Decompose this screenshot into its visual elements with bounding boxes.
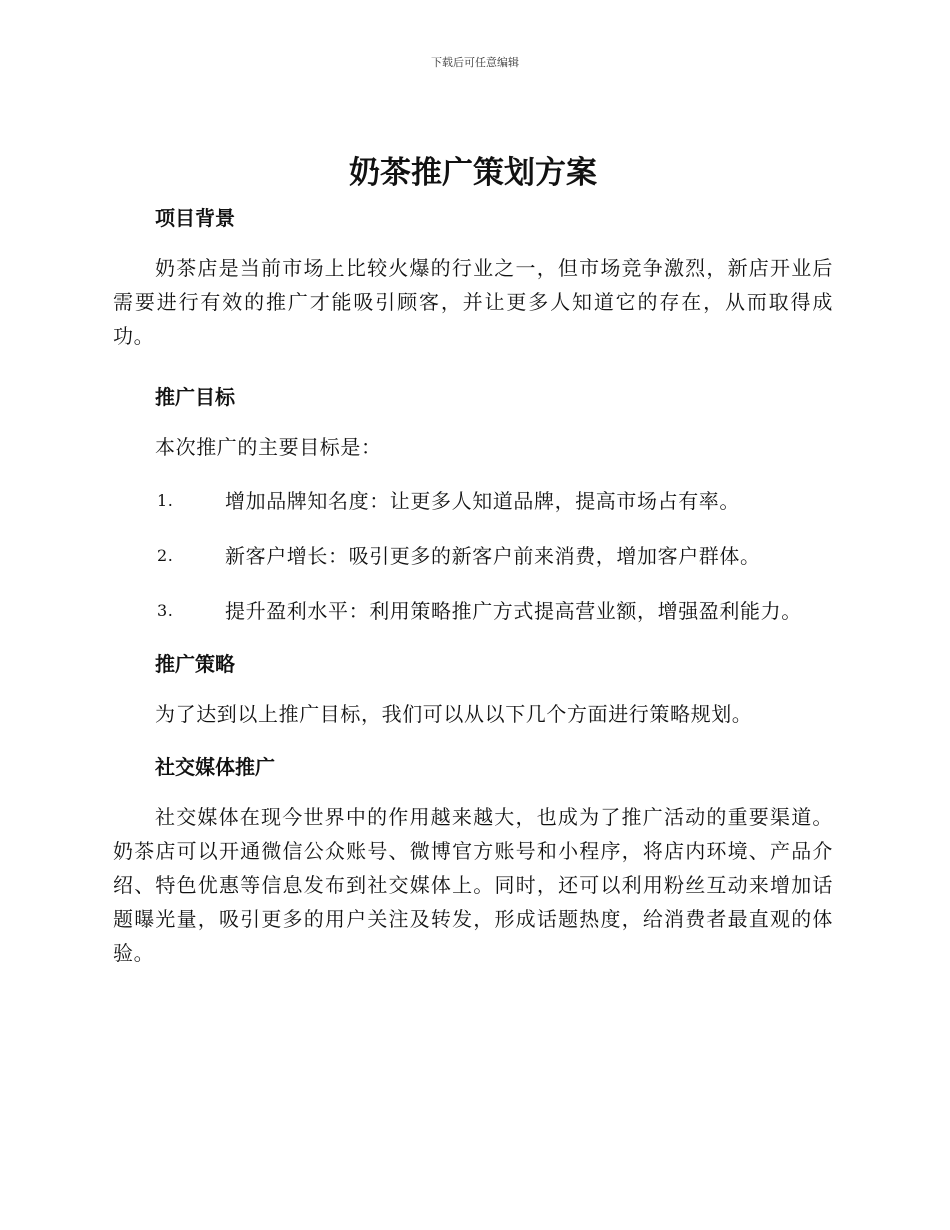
section-heading-goals: 推广目标 (155, 385, 235, 409)
list-item (113, 594, 833, 628)
list-item (113, 539, 833, 573)
section-heading-background: 项目背景 (155, 206, 235, 230)
document-title: 奶茶推广策划方案 (349, 155, 597, 191)
section-heading-strategy: 推广策略 (155, 652, 235, 676)
strategy-paragraph: 为了达到以上推广目标，我们可以从以下几个方面进行策略规划。 (155, 702, 753, 726)
section-heading-social: 社交媒体推广 (155, 755, 275, 779)
list-item-number: 3. (157, 601, 174, 620)
goals-list (113, 484, 833, 628)
list-item-number: 2. (157, 546, 174, 565)
list-item (113, 484, 833, 518)
background-paragraph: 奶茶店是当前市场上比较火爆的行业之一，但市场竞争激烈，新店开业后需要进行有效的推广才能吸引顾客，并让更多人知道它的存在，从而取得成功。 (113, 256, 833, 348)
goals-intro: 本次推广的主要目标是： (155, 435, 382, 459)
social-paragraph: 社交媒体在现今世界中的作用越来越大，也成为了推广活动的重要渠道。奶茶店可以开通微信公众账号、微博官方账号和小程序，将店内环境、产品介绍、特色优惠等信息发布到社交媒体上。同时，还可以利用粉丝互动来增加话题曝光量，吸引更多的用户关注及转发，形成话题热度，给消费者最直观的体验。 (113, 805, 833, 965)
list-item-number: 1. (157, 491, 174, 510)
document-body (113, 150, 833, 970)
list-item-text: 新客户增长：吸引更多的新客户前来消费，增加客户群体。 (225, 544, 761, 568)
page-header: 下载后可任意编辑 (431, 56, 519, 69)
list-item-text: 提升盈利水平：利用策略推广方式提高营业额，增强盈利能力。 (225, 599, 802, 623)
list-item-text: 增加品牌知名度：让更多人知道品牌，提高市场占有率。 (225, 489, 740, 513)
